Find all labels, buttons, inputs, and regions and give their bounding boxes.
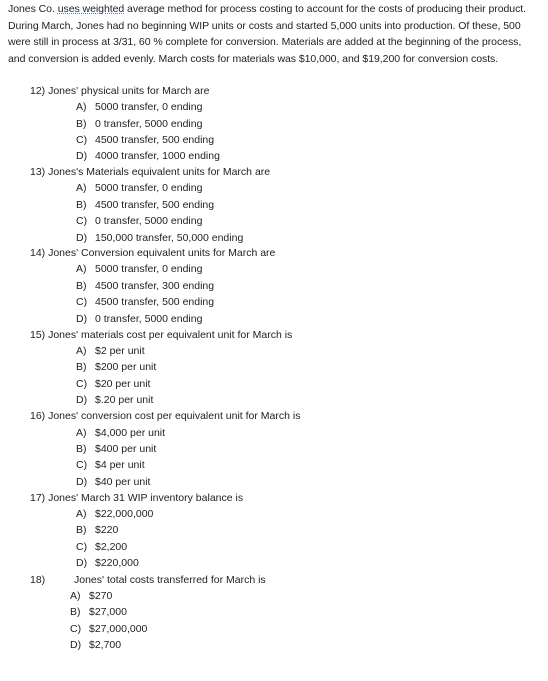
option-letter: C) (76, 296, 88, 308)
option-text: $220,000 (95, 557, 139, 569)
option-letter: A) (76, 508, 87, 520)
option-text: 4500 transfer, 300 ending (95, 280, 215, 292)
question-13: 13) Jones's Materials equivalent units for March are (30, 166, 271, 178)
question-17-option-b[interactable] (76, 523, 118, 537)
question-16: 16) Jones' conversion cost per equivalent unit for March is (30, 410, 301, 422)
question-16-option-a[interactable] (76, 426, 165, 440)
option-letter: A) (76, 182, 87, 194)
option-text: $2,700 (89, 639, 122, 651)
option-letter: B) (76, 443, 87, 455)
question-15-option-c[interactable] (76, 377, 150, 391)
option-text: $400 per unit (95, 443, 157, 455)
option-text: 4500 transfer, 500 ending (95, 134, 215, 146)
intro-underlined-text: uses weighted (57, 3, 125, 15)
option-letter: A) (76, 345, 87, 357)
option-text: $2,200 (95, 541, 128, 553)
option-text: 0 transfer, 5000 ending (95, 313, 203, 325)
option-letter: B) (76, 118, 87, 130)
option-text: 5000 transfer, 0 ending (95, 263, 203, 275)
option-letter: D) (76, 232, 88, 244)
question-16-option-c[interactable] (76, 458, 145, 472)
option-text: 150,000 transfer, 50,000 ending (95, 232, 244, 244)
question-14-option-a[interactable] (76, 262, 202, 276)
option-letter: C) (76, 459, 88, 471)
question-14: 14) Jones' Conversion equivalent units for March are (30, 247, 276, 259)
option-letter: D) (76, 394, 88, 406)
option-text: $270 (89, 590, 113, 602)
question-17-option-c[interactable] (76, 540, 127, 554)
question-13-option-a[interactable] (76, 181, 202, 195)
question-15-option-a[interactable] (76, 344, 145, 358)
problem-intro (8, 1, 540, 67)
option-text: $27,000,000 (89, 623, 148, 635)
option-letter: D) (76, 150, 88, 162)
question-18-option-b[interactable] (70, 605, 127, 619)
option-letter: C) (76, 541, 88, 553)
option-text: $40 per unit (95, 476, 151, 488)
option-letter: B) (76, 524, 87, 536)
intro-text-start: Jones Co. (8, 3, 58, 15)
question-12-option-c[interactable] (76, 133, 214, 147)
option-text: $200 per unit (95, 361, 157, 373)
question-15-option-b[interactable] (76, 360, 156, 374)
question-13-option-d[interactable] (76, 231, 243, 245)
question-12: 12) Jones' physical units for March are (30, 85, 210, 97)
option-letter: B) (76, 361, 87, 373)
question-12-option-d[interactable] (76, 149, 220, 163)
option-text: $4,000 per unit (95, 427, 166, 439)
question-18-option-a[interactable] (70, 589, 112, 603)
option-text: 4500 transfer, 500 ending (95, 199, 215, 211)
question-15: 15) Jones' materials cost per equivalent unit for March is (30, 329, 293, 341)
question-13-option-b[interactable] (76, 198, 214, 212)
question-12-option-a[interactable] (76, 100, 202, 114)
option-text: $.20 per unit (95, 394, 154, 406)
option-letter: A) (76, 263, 87, 275)
option-letter: C) (70, 623, 82, 635)
question-18-number: 18) (30, 574, 46, 586)
option-text: 5000 transfer, 0 ending (95, 101, 203, 113)
question-15-option-d[interactable] (76, 393, 153, 407)
option-letter: A) (76, 427, 87, 439)
intro-text-rest: average method for process costing to account for the costs of producing their product. During March, Jones had no beginning WIP units or costs and started 5,000 units into production. Of these, 500 were still in process at 3/31, 60 % complete for conversion. Materials are added at the beginning of the process, and conversion is added evenly. March costs for materials was $10,000, and $19,200 for conversion costs. (8, 3, 527, 65)
option-text: 4500 transfer, 500 ending (95, 296, 215, 308)
question-17: 17) Jones' March 31 WIP inventory balance is (30, 492, 244, 504)
question-14-option-b[interactable] (76, 279, 214, 293)
option-text: $2 per unit (95, 345, 145, 357)
option-letter: D) (76, 476, 88, 488)
question-14-option-c[interactable] (76, 295, 214, 309)
option-letter: B) (76, 280, 87, 292)
option-text: $220 (95, 524, 119, 536)
option-text: $20 per unit (95, 378, 151, 390)
option-letter: B) (76, 199, 87, 211)
question-18-option-c[interactable] (70, 622, 147, 636)
option-letter: D) (76, 557, 88, 569)
option-text: $4 per unit (95, 459, 145, 471)
question-14-option-d[interactable] (76, 312, 202, 326)
question-16-option-b[interactable] (76, 442, 156, 456)
option-text: $27,000 (89, 606, 127, 618)
option-letter: C) (76, 215, 88, 227)
question-18: Jones' total costs transferred for March is (74, 574, 266, 586)
question-17-option-a[interactable] (76, 507, 153, 521)
option-letter: C) (76, 378, 88, 390)
option-letter: D) (76, 313, 88, 325)
option-text: $22,000,000 (95, 508, 154, 520)
option-text: 0 transfer, 5000 ending (95, 118, 203, 130)
question-18-option-d[interactable] (70, 638, 121, 652)
question-17-option-d[interactable] (76, 556, 139, 570)
option-letter: C) (76, 134, 88, 146)
option-letter: D) (70, 639, 82, 651)
question-16-option-d[interactable] (76, 475, 150, 489)
option-text: 4000 transfer, 1000 ending (95, 150, 220, 162)
option-text: 5000 transfer, 0 ending (95, 182, 203, 194)
option-letter: A) (70, 590, 81, 602)
option-letter: B) (70, 606, 81, 618)
option-letter: A) (76, 101, 87, 113)
question-13-option-c[interactable] (76, 214, 202, 228)
option-text: 0 transfer, 5000 ending (95, 215, 203, 227)
question-12-option-b[interactable] (76, 117, 202, 131)
